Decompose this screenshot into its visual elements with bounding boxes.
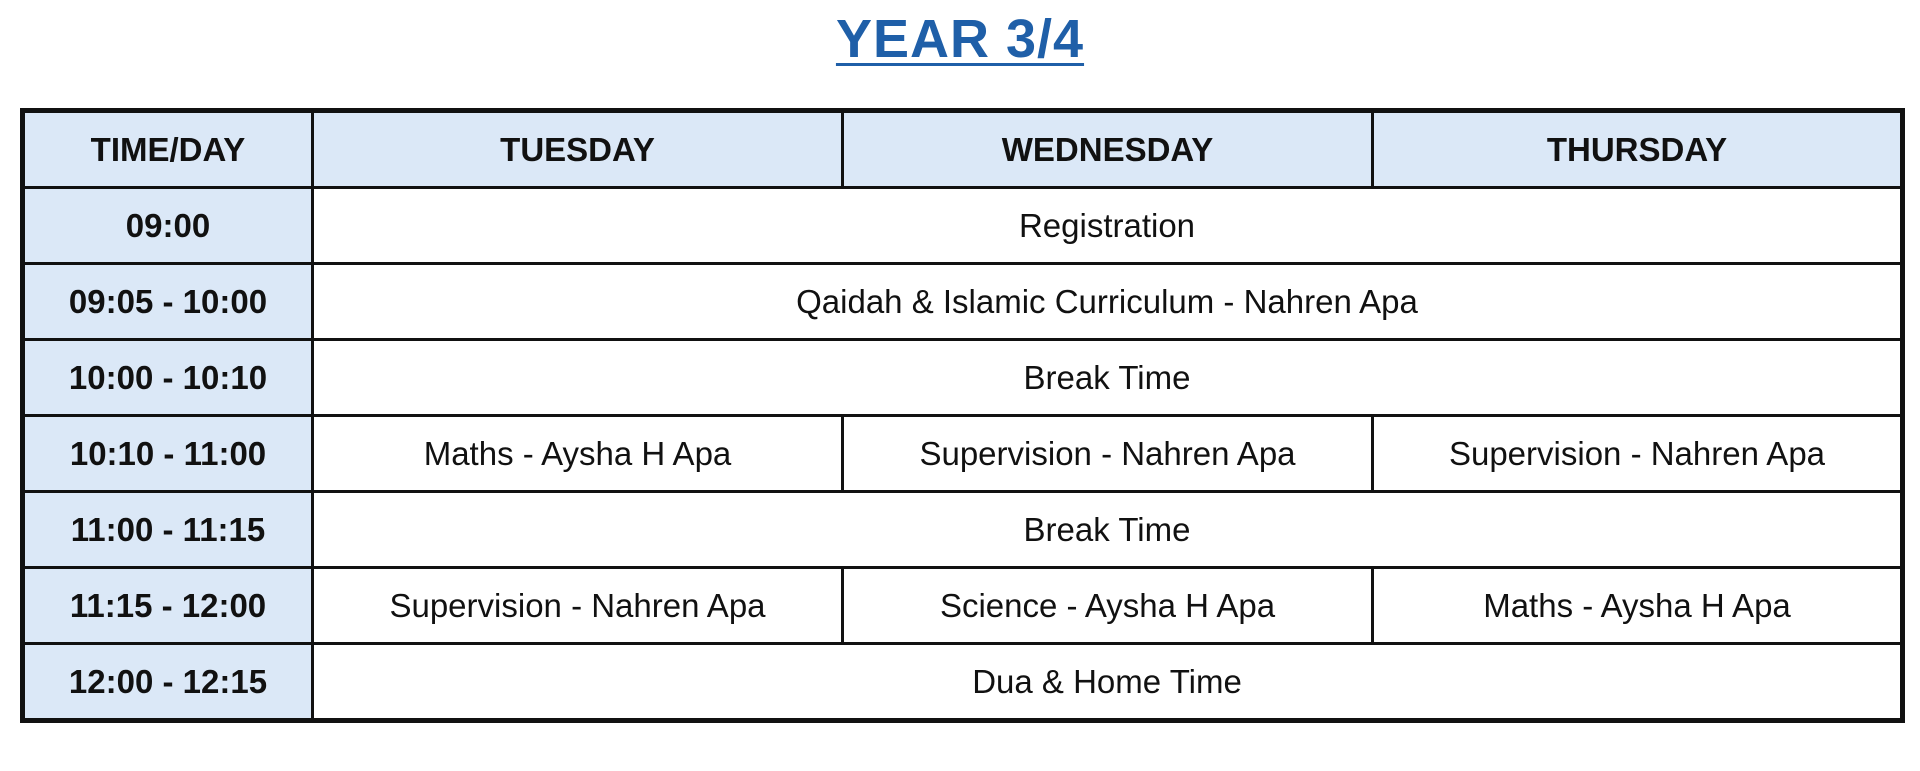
table-row: [23, 416, 1903, 492]
table-row: [23, 340, 1903, 416]
activity-cell: Registration: [313, 188, 1903, 264]
table-row: [23, 188, 1903, 264]
table-row: [23, 264, 1903, 340]
header-tuesday: TUESDAY: [313, 111, 843, 188]
time-cell: 09:05 - 10:00: [23, 264, 313, 340]
time-cell: 11:15 - 12:00: [23, 568, 313, 644]
time-cell: 10:00 - 10:10: [23, 340, 313, 416]
page-title-text: YEAR 3/4: [835, 9, 1085, 69]
activity-cell: Supervision - Nahren Apa: [843, 416, 1373, 492]
activity-cell: Supervision - Nahren Apa: [1373, 416, 1903, 492]
table-row: [23, 644, 1903, 721]
activity-cell: Maths - Aysha H Apa: [313, 416, 843, 492]
activity-cell: Science - Aysha H Apa: [843, 568, 1373, 644]
page-title: [0, 4, 1920, 74]
activity-cell: Qaidah & Islamic Curriculum - Nahren Apa: [313, 264, 1903, 340]
table-row: [23, 492, 1903, 568]
time-cell: 09:00: [23, 188, 313, 264]
header-time-day: TIME/DAY: [23, 111, 313, 188]
header-wednesday: WEDNESDAY: [843, 111, 1373, 188]
time-cell: 11:00 - 11:15: [23, 492, 313, 568]
header-row: [23, 111, 1903, 188]
header-thursday: THURSDAY: [1373, 111, 1903, 188]
time-cell: 12:00 - 12:15: [23, 644, 313, 721]
timetable: [20, 108, 1905, 723]
activity-cell: Maths - Aysha H Apa: [1373, 568, 1903, 644]
activity-cell: Break Time: [313, 492, 1903, 568]
time-cell: 10:10 - 11:00: [23, 416, 313, 492]
activity-cell: Break Time: [313, 340, 1903, 416]
activity-cell: Supervision - Nahren Apa: [313, 568, 843, 644]
table-row: [23, 568, 1903, 644]
activity-cell: Dua & Home Time: [313, 644, 1903, 721]
